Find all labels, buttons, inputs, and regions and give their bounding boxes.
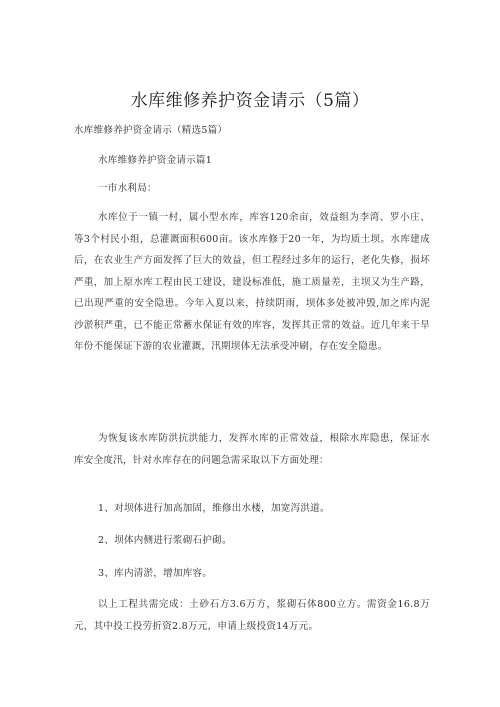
body-paragraph: 为恢复该水库防洪抗洪能力，发挥水库的正常效益，根除水库隐患，保证水库安全度汛，针对水库存在的问题急需采取以下方面处理： <box>74 433 430 466</box>
section-heading: 水库维修养护资金请示篇1 <box>98 155 213 166</box>
salutation: 一市水利局： <box>98 183 157 194</box>
list-item: 1、对坝体进行加高加固，维修出水楼，加宽泻洪道。 <box>98 503 330 514</box>
document-subtitle: 水库维修养护资金请示（精选5篇） <box>74 125 228 136</box>
body-paragraph: 水库位于一镇一村，属小型水库，库容120余亩，效益组为李湾、罗小庄、等3个村民小组，总灌溉面积600亩。该水库修于20一年，为均质土坝。水库建成后，在农业生产方面发挥了巨大的效益，但工程经过多年的运行，老化失修，损坏严重，加上原水库工程由民工建设，建设标准低，施工质量差，主坝又为生产路，已出现严重的安全隐患。今年入夏以来，持续阴雨，坝体多处被冲毁,加之库内泥沙淤积严重，已不能正常蓄水保证有效的库容，发挥其正常的效益。近几年来干旱年份不能保证下游的农业灌溉，汛期坝体无法承受冲刷，存在安全隐患。 <box>74 212 430 352</box>
list-item: 3、库内清淤，增加库容。 <box>98 568 213 579</box>
document-title: 水库维修养护资金请示（5篇） <box>130 91 370 111</box>
list-item: 2、坝体内侧进行浆砌石护砌。 <box>98 535 232 546</box>
closing-paragraph: 以上工程共需完成：土砂石方3.6万方，浆砌石体800立方。需资金16.8万元，其中投工投劳折资2.8万元，申请上级投资14万元。 <box>74 599 430 632</box>
